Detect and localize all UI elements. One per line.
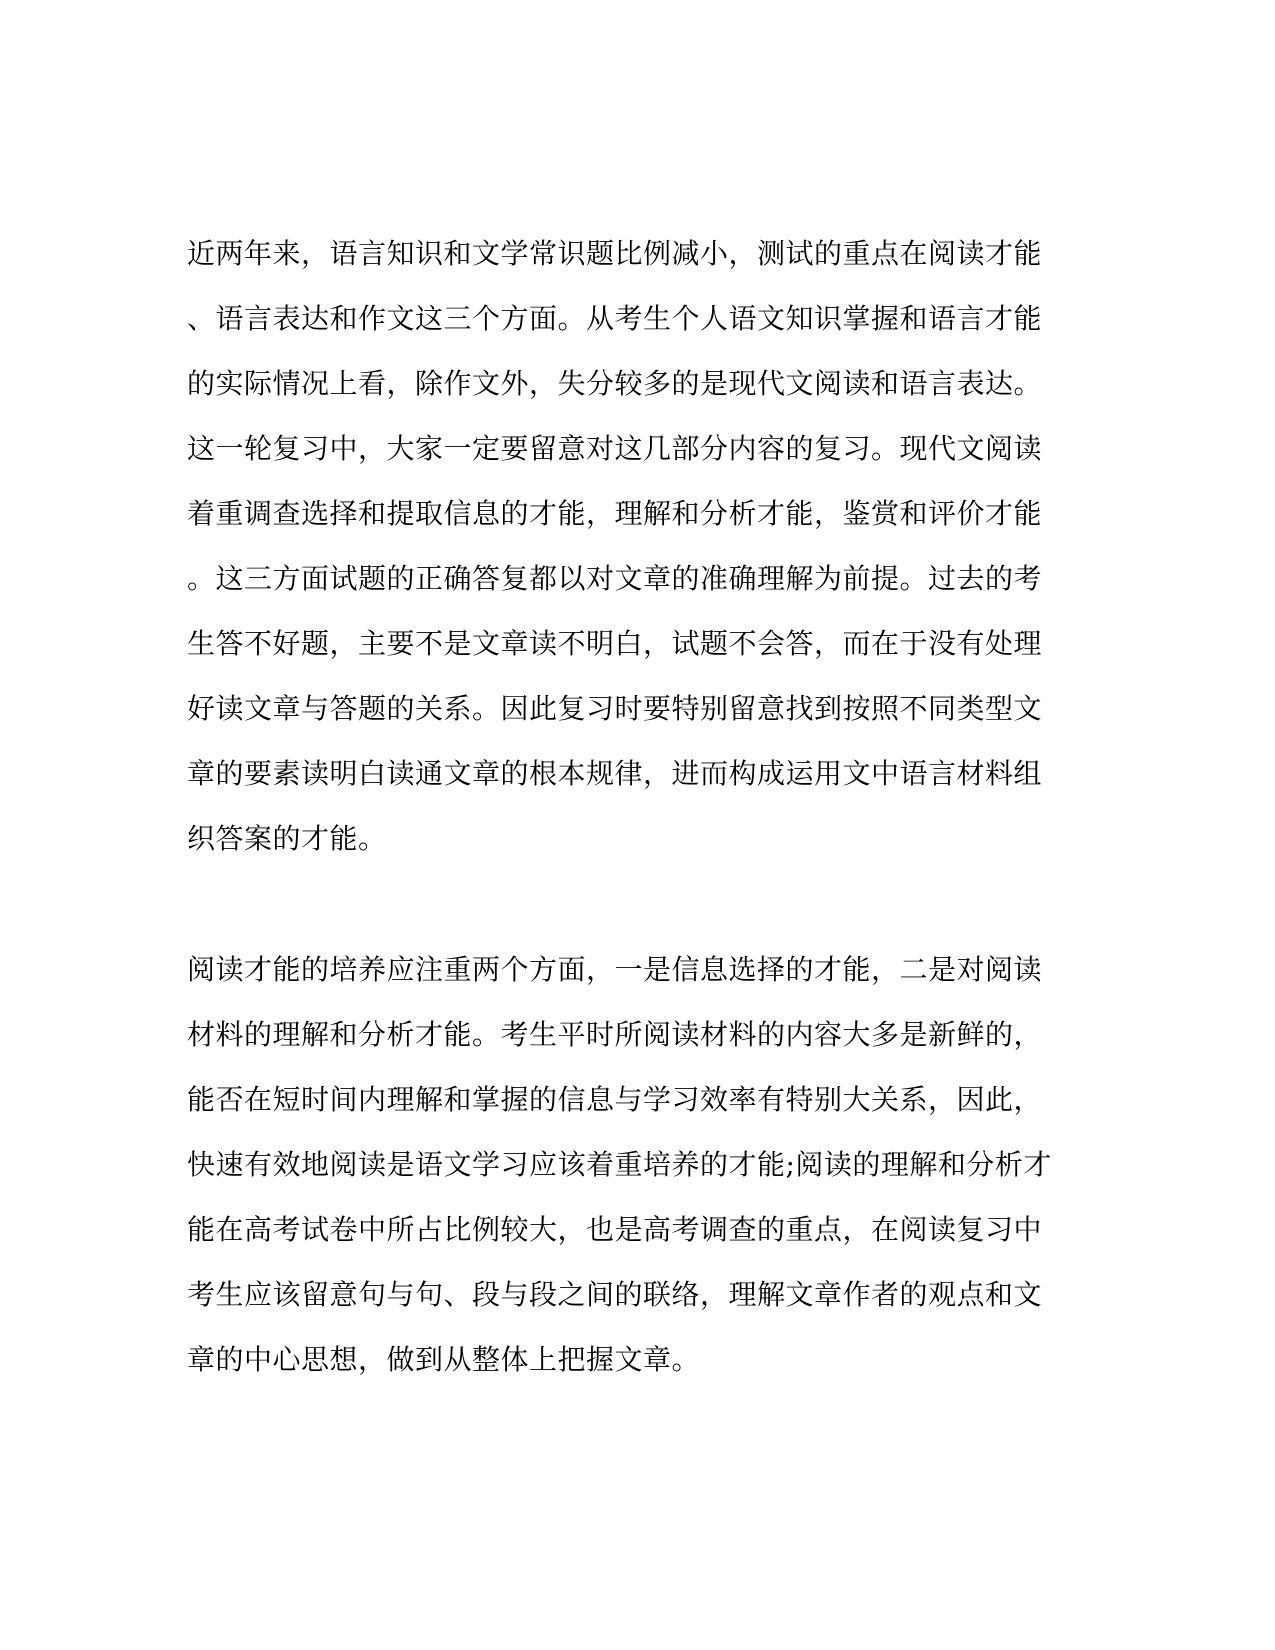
text-line: 着重调查选择和提取信息的才能，理解和分析才能，鉴赏和评价才能 [187, 497, 1043, 530]
paragraph-2 [187, 946, 1087, 1401]
text-line: 能在高考试卷中所占比例较大，也是高考调查的重点，在阅读复习中 [187, 1213, 1043, 1246]
text-line: 材料的理解和分析才能。考生平时所阅读材料的内容大多是新鲜的， [187, 1018, 1043, 1051]
text-line: 生答不好题，主要不是文章读不明白，试题不会答，而在于没有处理 [187, 627, 1043, 660]
text-line: 快速有效地阅读是语文学习应该着重培养的才能;阅读的理解和分析才 [187, 1148, 1052, 1181]
text-line: 。这三方面试题的正确答复都以对文章的准确理解为前提。过去的考 [187, 562, 1043, 595]
text-line: 织答案的才能。 [187, 822, 387, 855]
paragraph-1 [187, 230, 1087, 880]
text-line: 章的要素读明白读通文章的根本规律，进而构成运用文中语言材料组 [187, 757, 1043, 790]
text-line: 近两年来，语言知识和文学常识题比例减小，测试的重点在阅读才能 [187, 237, 1043, 270]
text-line: 章的中心思想，做到从整体上把握文章。 [187, 1343, 701, 1376]
text-line: 、语言表达和作文这三个方面。从考生个人语文知识掌握和语言才能 [187, 302, 1043, 335]
text-line: 的实际情况上看，除作文外，失分较多的是现代文阅读和语言表达。 [187, 367, 1043, 400]
text-line: 这一轮复习中，大家一定要留意对这几部分内容的复习。现代文阅读 [187, 432, 1043, 465]
text-line: 阅读才能的培养应注重两个方面，一是信息选择的才能，二是对阅读 [187, 953, 1043, 986]
text-line: 能否在短时间内理解和掌握的信息与学习效率有特别大关系，因此， [187, 1083, 1043, 1116]
text-line: 好读文章与答题的关系。因此复习时要特别留意找到按照不同类型文 [187, 692, 1043, 725]
text-line: 考生应该留意句与句、段与段之间的联络，理解文章作者的观点和文 [187, 1278, 1043, 1311]
